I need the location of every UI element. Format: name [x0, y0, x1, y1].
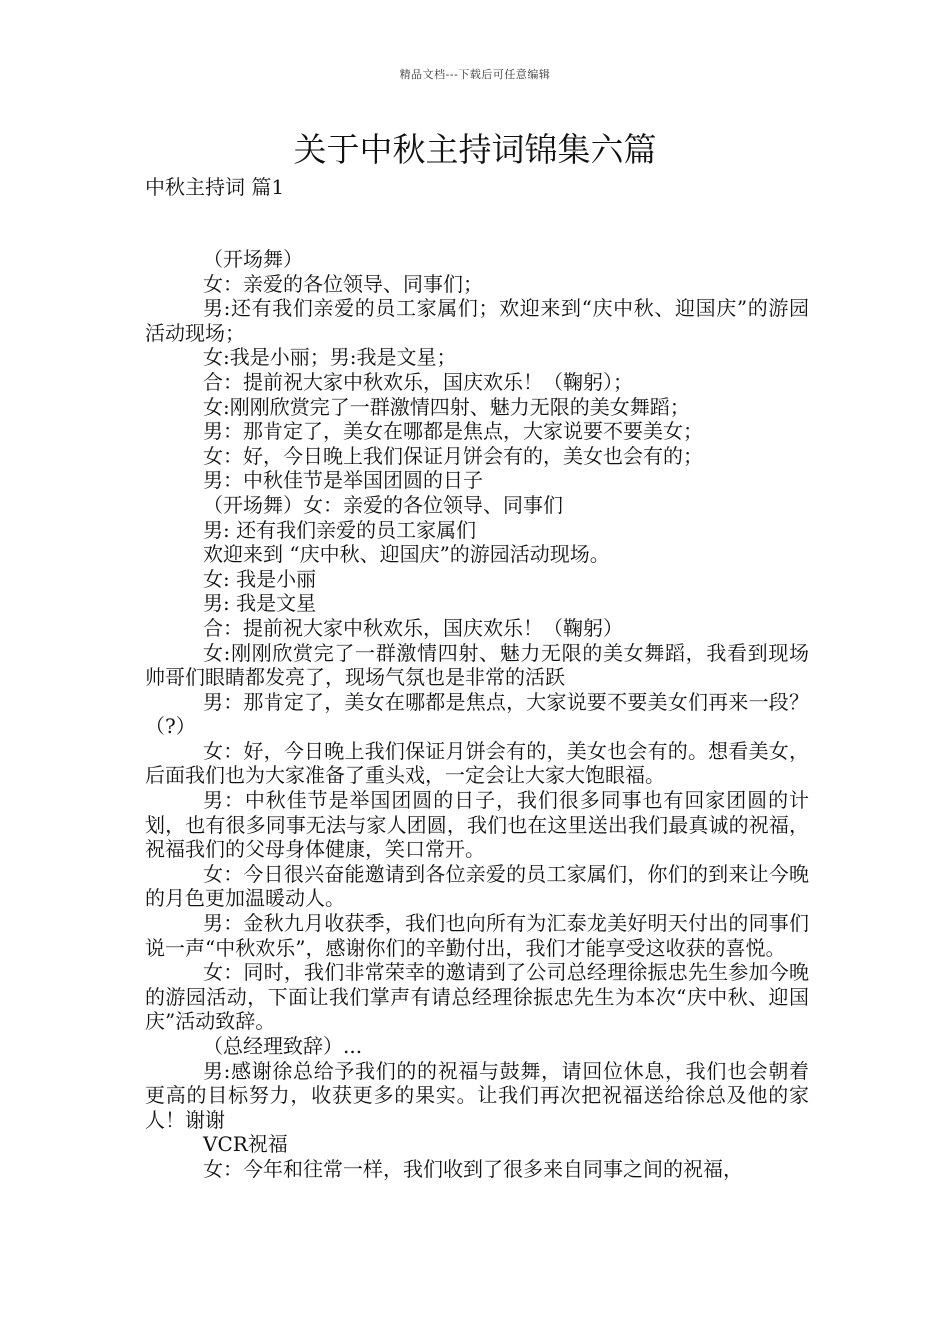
paragraph: 男：那肯定了，美女在哪都是焦点，大家说要不要美女们再来一段？（?） — [145, 689, 809, 739]
paragraph: 男：中秋佳节是举国团圆的日子，我们很多同事也有回家团圆的计划，也有很多同事无法与家人团圆，我们也在这里送出我们最真诚的祝福，祝福我们的父母身体健康，笑口常开。 — [145, 788, 809, 862]
paragraph: （开场舞）女：亲爱的各位领导、同事们 — [203, 492, 563, 517]
paragraph: 女：好，今日晚上我们保证月饼会有的，美女也会有的。想看美女，后面我们也为大家准备了重头戏，一定会让大家大饱眼福。 — [145, 738, 809, 788]
paragraph: 欢迎来到 “庆中秋、迎国庆”的游园活动现场。 — [203, 542, 610, 567]
paragraph: 男：中秋佳节是举国团圆的日子 — [203, 468, 483, 493]
paragraph: 女：今年和往常一样，我们收到了很多来自同事之间的祝福， — [203, 1156, 743, 1181]
paragraph: 男：那肯定了，美女在哪都是焦点，大家说要不要美女； — [203, 419, 703, 444]
document-body — [145, 247, 809, 1182]
paragraph: 女：好，今日晚上我们保证月饼会有的，美女也会有的； — [203, 443, 703, 468]
paragraph: 合：提前祝大家中秋欢乐，国庆欢乐！（鞠躬） — [203, 615, 623, 640]
paragraph: 女:刚刚欣赏完了一群激情四射、魅力无限的美女舞蹈； — [203, 394, 690, 419]
paragraph: VCR祝福 — [203, 1132, 288, 1157]
paragraph: 女：同时，我们非常荣幸的邀请到了公司总经理徐振忠先生参加今晚的游园活动，下面让我们掌声有请总经理徐振忠先生为本次“庆中秋、迎国庆”活动致辞。 — [145, 960, 809, 1034]
paragraph: 男: 还有我们亲爱的员工家属们 — [203, 517, 477, 542]
header-note: 精品文档---下载后可任意编辑 — [399, 68, 551, 81]
paragraph: 女：亲爱的各位领导、同事们； — [203, 271, 483, 296]
paragraph: 女:我是小丽；男:我是文星； — [203, 345, 457, 370]
paragraph: 女：今日很兴奋能邀请到各位亲爱的员工家属们，你们的到来让今晚的月色更加温暖动人。 — [145, 861, 809, 911]
paragraph: （总经理致辞）... — [203, 1034, 363, 1058]
document-title: 关于中秋主持词锦集六篇 — [293, 130, 657, 169]
section-subtitle: 中秋主持词 篇1 — [145, 175, 285, 199]
paragraph: 女: 我是小丽 — [203, 566, 317, 591]
paragraph: 男:感谢徐总给予我们的的祝福与鼓舞，请回位休息，我们也会朝着更高的目标努力，收获更多的果实。让我们再次把祝福送给徐总及他的家人！谢谢 — [145, 1058, 809, 1132]
paragraph: 男：金秋九月收获季，我们也向所有为汇泰龙美好明天付出的同事们说一声“中秋欢乐”，感谢你们的辛勤付出，我们才能享受这收获的喜悦。 — [145, 911, 809, 960]
paragraph: （开场舞） — [203, 247, 303, 271]
paragraph: 男: 我是文星 — [203, 591, 317, 616]
paragraph: 合：提前祝大家中秋欢乐，国庆欢乐！（鞠躬）； — [203, 369, 633, 394]
paragraph: 女:刚刚欣赏完了一群激情四射、魅力无限的美女舞蹈，我看到现场帅哥们眼睛都发亮了，现场气氛也是非常的活跃 — [145, 640, 809, 690]
paragraph: 男:还有我们亲爱的员工家属们；欢迎来到“庆中秋、迎国庆”的游园活动现场； — [145, 296, 809, 345]
